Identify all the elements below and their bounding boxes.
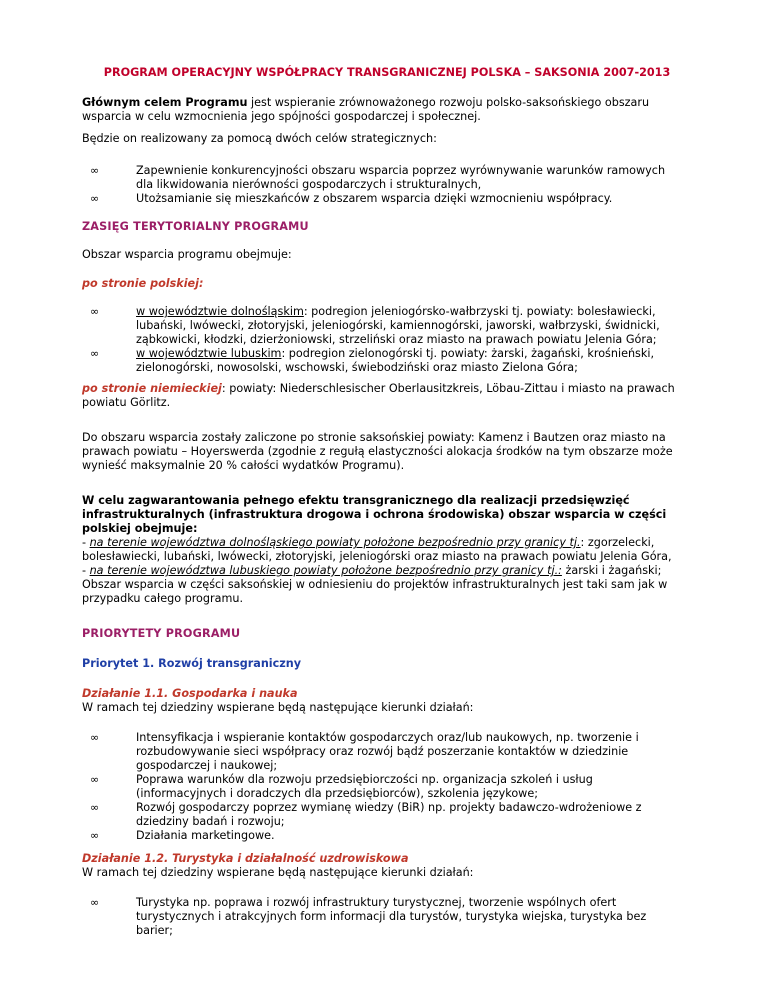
action-1-1-list [82,731,682,843]
infrastructure-paragraph [82,494,682,606]
infrastructure-line-3: Obszar wsparcia w części saksońskiej w odniesieniu do projektów infrastrukturalnych jest taki sam jak w przypadku całego programu. [82,578,668,605]
list-item: ∞ Utożsamianie się mieszkańców z obszarem wsparcia dzięki wzmocnieniu współpracy. [90,192,613,205]
bullet-icon: ∞ [90,896,100,909]
section-heading-range: ZASIĘG TERYTORIALNY PROGRAMU [82,220,309,233]
bullet-icon: ∞ [90,801,100,814]
polish-side-heading: po stronie polskiej: [82,277,204,290]
intro-paragraph [82,96,682,124]
section-heading-priorities: PRIORYTETY PROGRAMU [82,627,241,640]
list-item: ∞ Intensyfikacja i wspieranie kontaktów gospodarczych oraz/lub naukowych, np. tworzenie i rozbudowywanie sieci współpracy oraz rozwój bądź poszerzanie kontaktów w dziedzinie gospodarczej i naukowej; [90,731,639,772]
list-item: ∞ Zapewnienie konkurencyjności obszaru wsparcia poprzez wyrównywanie warunków ramowych dla likwidowania nierówności gospodarczych i strukturalnych, [90,164,666,191]
list-item: ∞ Rozwój gospodarczy poprzez wymianę wiedzy (BiR) np. projekty badawczo-wdrożeniowe z dziedziny badań i rozwoju; [90,801,642,828]
saxon-note: Do obszaru wsparcia zostały zaliczone po stronie saksońskiej powiaty: Kamenz i Bautzen oraz miasto na prawach powiatu – Hoyerswerda (zgodnie z regułą elastyczności alokacja środków na tym obszarze może wynieść maksymalnie 20 % całości wydatków Programu). [82,431,673,472]
bullet-icon: ∞ [90,773,100,786]
infrastructure-lead: W celu zagwarantowania pełnego efektu transgranicznego dla realizacji przedsięwzięć infrastrukturalnych (infrastruktura drogowa i ochrona środowiska) obszar wsparcia w części polskiej obejmuje: [82,494,667,535]
range-covers: Obszar wsparcia programu obejmuje: [82,248,292,261]
bullet-icon: ∞ [90,731,100,744]
list-item: ∞ w województwie dolnośląskim: podregion jeleniogórsko-wałbrzyski tj. powiaty: bolesławiecki, lubański, lwówecki, złotoryjski, jeleniogórski, kamiennogórski, jaworski, wałbrzyski, świdnicki, ząbkowicki, kłodzki, dzierżoniowski, strzeliński oraz miasto na prawach powiatu Jelenia Góra; [90,305,660,346]
action-1-2-heading: Działanie 1.2. Turystyka i działalność uzdrowiskowa [82,852,409,865]
bullet-icon: ∞ [90,305,100,318]
german-side-heading: po stronie niemieckiej [82,382,222,395]
list-item: ∞ w województwie lubuskim: podregion zielonogórski tj. powiaty: żarski, żagański, krośnieński, zielonogórski, nowosolski, wschowski, świebodziński oraz miasto Zielona Góra; [90,347,655,374]
bullet-icon: ∞ [90,192,100,205]
region-link-dolnoslaskie[interactable]: w województwie dolnośląskim [136,305,304,318]
action-1-2-intro: W ramach tej dziedziny wspierane będą następujące kierunki działań: [82,866,474,879]
strategic-goals-list [82,164,682,206]
action-1-1-heading: Działanie 1.1. Gospodarka i nauka [82,687,298,700]
bullet-icon: ∞ [90,164,100,177]
infrastructure-line-1: - na terenie województwa dolnośląskiego powiaty położone bezpośrednio przy granicy tj.: zgorzelecki, bolesławiecki, lubański, lwówecki, złotoryjski, jeleniogórski oraz miasto na prawach powiatu Jelenia Góra, [82,536,672,563]
list-item: ∞ Turystyka np. poprawa i rozwój infrastruktury turystycznej, tworzenie wspólnych ofert turystycznych i atrakcyjnych form informacji dla turystów, turystyka wiejska, turystyka bez barier; [90,896,647,937]
document-title: PROGRAM OPERACYJNY WSPÓŁPRACY TRANSGRANICZNEJ POLSKA – SAKSONIA 2007-2013 [103,66,671,79]
polish-regions-list [82,305,682,375]
intro-rest: jest wspieranie zrównoważonego rozwoju polsko-saksońskiego obszaru wsparcia w celu wzmocnienia jego spójności gospodarczej i społecznej. [82,96,650,123]
infrastructure-line-2: - na terenie województwa lubuskiego powiaty położone bezpośrednio przy granicy tj.: żarski i żagański; [82,564,662,577]
region-link-lubuskie[interactable]: w województwie lubuskim [136,347,282,360]
action-1-2-list [82,896,682,938]
german-side-paragraph [82,382,682,410]
list-item: ∞ Działania marketingowe. [90,829,275,842]
bullet-icon: ∞ [90,829,100,842]
list-item: ∞ Poprawa warunków dla rozwoju przedsiębiorczości np. organizacja szkoleń i usług (informacyjnych i doradczych dla przedsiębiorców), szkolenia językowe; [90,773,593,800]
priority-1-heading: Priorytet 1. Rozwój transgraniczny [82,657,302,670]
strategic-intro: Będzie on realizowany za pomocą dwóch celów strategicznych: [82,132,437,145]
bullet-icon: ∞ [90,347,100,360]
intro-lead: Głównym celem Programu [82,96,248,109]
action-1-1-intro: W ramach tej dziedziny wspierane będą następujące kierunki działań: [82,701,474,714]
german-side-text: : powiaty: Niederschlesischer Oberlausitzkreis, Löbau-Zittau i miasto na prawach powiatu Görlitz. [82,382,675,409]
